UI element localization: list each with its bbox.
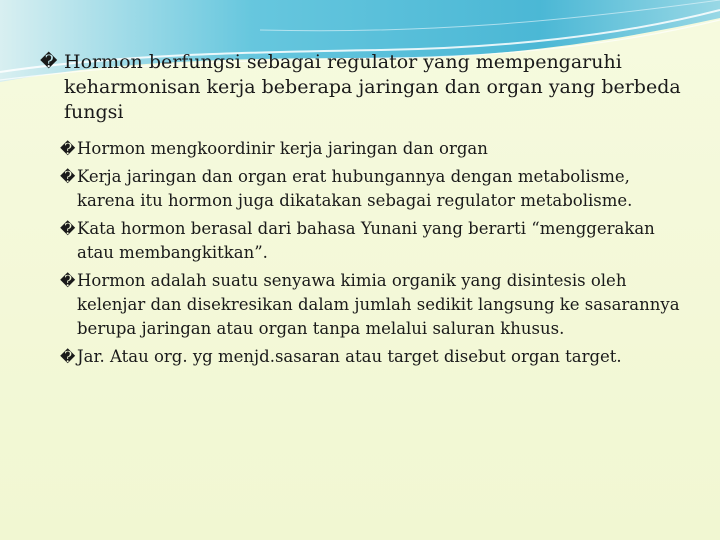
- bullet-icon: �: [40, 52, 58, 72]
- sub-bullet-text: Hormon mengkoordinir kerja jaringan dan organ: [77, 139, 488, 158]
- sub-bullet-text: Jar. Atau org. yg menjd.sasaran atau target disebut organ target.: [77, 347, 622, 366]
- sub-bullet-text: Hormon adalah suatu senyawa kimia organik yang disintesis oleh kelenjar dan disekresikan dalam jumlah sedikit langsung ke sasarannya berupa jaringan atau organ tanpa melalui saluran khusus.: [77, 271, 680, 338]
- sub-bullet-item: [60, 345, 680, 369]
- sub-bullet-item: [60, 137, 680, 161]
- main-bullet-item: [40, 50, 690, 125]
- bullet-icon: �: [60, 168, 76, 186]
- bullet-icon: �: [60, 348, 76, 366]
- sub-bullet-text: Kerja jaringan dan organ erat hubungannya dengan metabolisme, karena itu hormon juga dikatakan sebagai regulator metabolisme.: [77, 167, 633, 210]
- bullet-icon: �: [60, 272, 76, 290]
- sub-bullet-item: [60, 165, 680, 213]
- sub-bullet-item: [60, 217, 680, 265]
- slide-content: [40, 50, 690, 373]
- sub-bullet-item: [60, 269, 680, 341]
- sub-bullet-text: Kata hormon berasal dari bahasa Yunani yang berarti “menggerakan atau membangkitkan”.: [77, 219, 655, 262]
- main-bullet-text: Hormon berfungsi sebagai regulator yang mempengaruhi keharmonisan kerja beberapa jaringan dan organ yang berbeda fungsi: [64, 51, 681, 123]
- bullet-icon: �: [60, 220, 76, 238]
- sub-bullet-list: [60, 137, 680, 369]
- bullet-icon: �: [60, 140, 76, 158]
